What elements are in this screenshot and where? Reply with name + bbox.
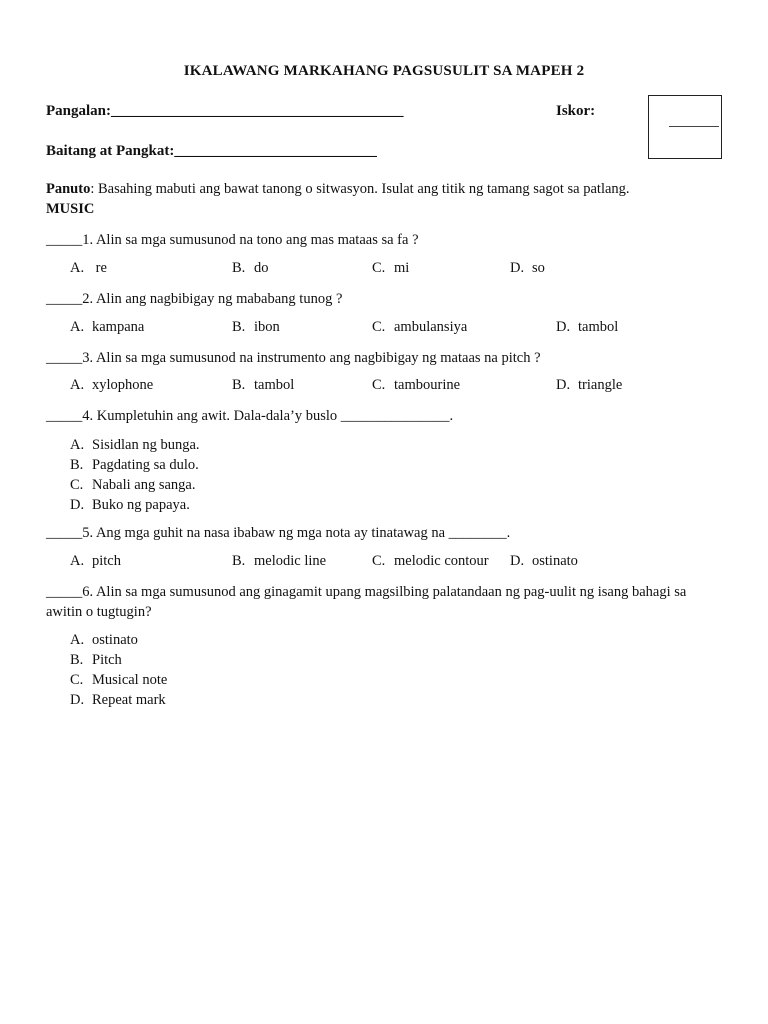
question-5: _____5. Ang mga guhit na nasa ibabaw ng mga nota ay tinatawag na ________. <box>46 525 511 541</box>
question-4: _____4. Kumpletuhin ang awit. Dala-dala’y buslo _______________. <box>46 408 454 424</box>
option-b: B. Pagdating sa dulo. <box>70 457 199 473</box>
option-d: D. ostinato <box>510 553 578 569</box>
option-d: D. so <box>510 260 545 276</box>
instructions-label: Panuto <box>46 181 91 197</box>
option-b: B. ibon <box>232 319 280 335</box>
grade-blank: ___________________________ <box>174 143 377 159</box>
option-b: B. Pitch <box>70 652 122 668</box>
option-a: A. xylophone <box>70 377 154 393</box>
question-1: _____1. Alin sa mga sumusunod na tono ang mas mataas sa fa ? <box>46 232 419 248</box>
option-d: D. Repeat mark <box>70 692 166 708</box>
option-b: B. tambol <box>232 377 295 393</box>
question-6-options <box>70 630 167 710</box>
exam-title: IKALAWANG MARKAHANG PAGSUSULIT SA MAPEH 2 <box>183 63 585 79</box>
grade-section-field <box>46 143 377 160</box>
option-c: C. tambourine <box>372 377 461 393</box>
score-label: Iskor: <box>556 103 596 119</box>
question-2: _____2. Alin ang nagbibigay ng mababang tunog ? <box>46 291 343 307</box>
option-c: C. melodic contour <box>372 553 489 569</box>
option-a: A. re <box>70 260 107 276</box>
option-c: C. mi <box>372 260 410 276</box>
question-6: _____6. Alin sa mga sumusunod ang ginagamit upang magsilbing palatandaan ng pag-uulit ng isang bahagi sa awitin o tugtugin? <box>46 584 687 620</box>
question-3: _____3. Alin sa mga sumusunod na instrumento ang nagbibigay ng mataas na pitch ? <box>46 350 541 366</box>
option-a: A. Sisidlan ng bunga. <box>70 437 200 453</box>
option-b: B. melodic line <box>232 553 327 569</box>
option-d: D. triangle <box>556 377 623 393</box>
option-c: C. ambulansiya <box>372 319 468 335</box>
option-d: D. Buko ng papaya. <box>70 497 190 513</box>
score-box <box>648 95 722 159</box>
name-blank: _______________________________________ <box>111 103 404 119</box>
option-c: C. Musical note <box>70 672 168 688</box>
score-divider <box>669 126 719 127</box>
instructions <box>46 181 746 198</box>
option-c: C. Nabali ang sanga. <box>70 477 196 493</box>
option-a: A. kampana <box>70 319 145 335</box>
option-a: A. pitch <box>70 553 121 569</box>
option-d: D. tambol <box>556 319 619 335</box>
name-label: Pangalan: <box>46 103 112 119</box>
instructions-text: : Basahing mabuti ang bawat tanong o sitwasyon. Isulat ang titik ng tamang sagot sa patlang. <box>90 181 630 197</box>
name-field <box>46 103 404 120</box>
grade-label: Baitang at Pangkat: <box>46 143 175 159</box>
option-a: A. ostinato <box>70 632 138 648</box>
section-heading: MUSIC <box>46 201 95 217</box>
question-4-options <box>70 435 200 515</box>
option-b: B. do <box>232 260 269 276</box>
